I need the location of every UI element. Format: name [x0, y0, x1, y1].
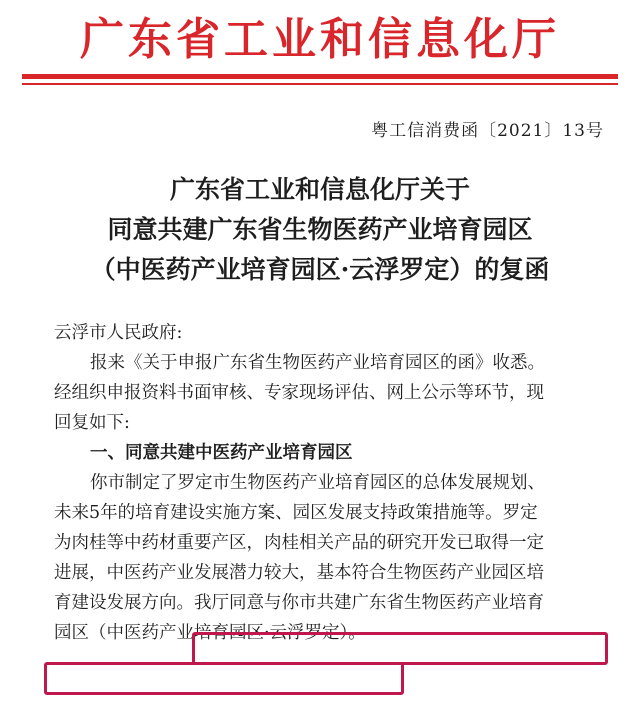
section-line-1: 你市制定了罗定市生物医药产业培育园区的总体发展规划、 [90, 473, 545, 493]
letterhead-thick-rule [22, 74, 618, 79]
highlight-box-lower [44, 662, 404, 695]
intro-line-1: 报来《关于申报广东省生物医药产业培育园区的函》收悉。 [90, 353, 545, 373]
document-number: 粤工信消费函〔2021〕13号 [371, 121, 604, 141]
letterhead-title: 广东省工业和信息化厅 [80, 14, 560, 65]
intro-line-3: 回复如下: [54, 413, 130, 433]
highlighted-text-part-1: 我厅同意与你市共建广东省生物医药产业培育 [194, 593, 544, 613]
title-line-2: 同意共建广东省生物医药产业培育园区 [107, 215, 533, 244]
section-line-3: 为肉桂等中药材重要产区，肉桂相关产品的研究开发已取得一定 [54, 533, 544, 553]
section-heading: 一、同意共建中医药产业培育园区 [90, 443, 353, 463]
document-title [0, 170, 640, 290]
section-line-2: 未来5年的培育建设实施方案、园区发展支持政策措施等。罗定 [54, 503, 538, 523]
letterhead-thin-rule [22, 83, 618, 85]
title-line-1: 广东省工业和信息化厅关于 [169, 175, 470, 204]
document-body [54, 318, 614, 648]
line-before-highlight: 育建设发展方向。 [54, 593, 194, 613]
highlight-box-upper [192, 632, 608, 665]
section-line-4: 进展，中医药产业发展潜力较大，基本符合生物医药产业园区培 [54, 563, 544, 583]
title-line-3: （中医药产业培育园区·云浮罗定）的复函 [90, 255, 550, 284]
intro-line-2: 经组织申报资料书面审核、专家现场评估、网上公示等环节，现 [54, 383, 544, 403]
section-line-5 [54, 588, 614, 618]
highlighted-text-part-2: 园区（中医药产业培育园区·云浮罗定）。 [54, 623, 366, 643]
salutation: 云浮市人民政府: [54, 323, 183, 343]
